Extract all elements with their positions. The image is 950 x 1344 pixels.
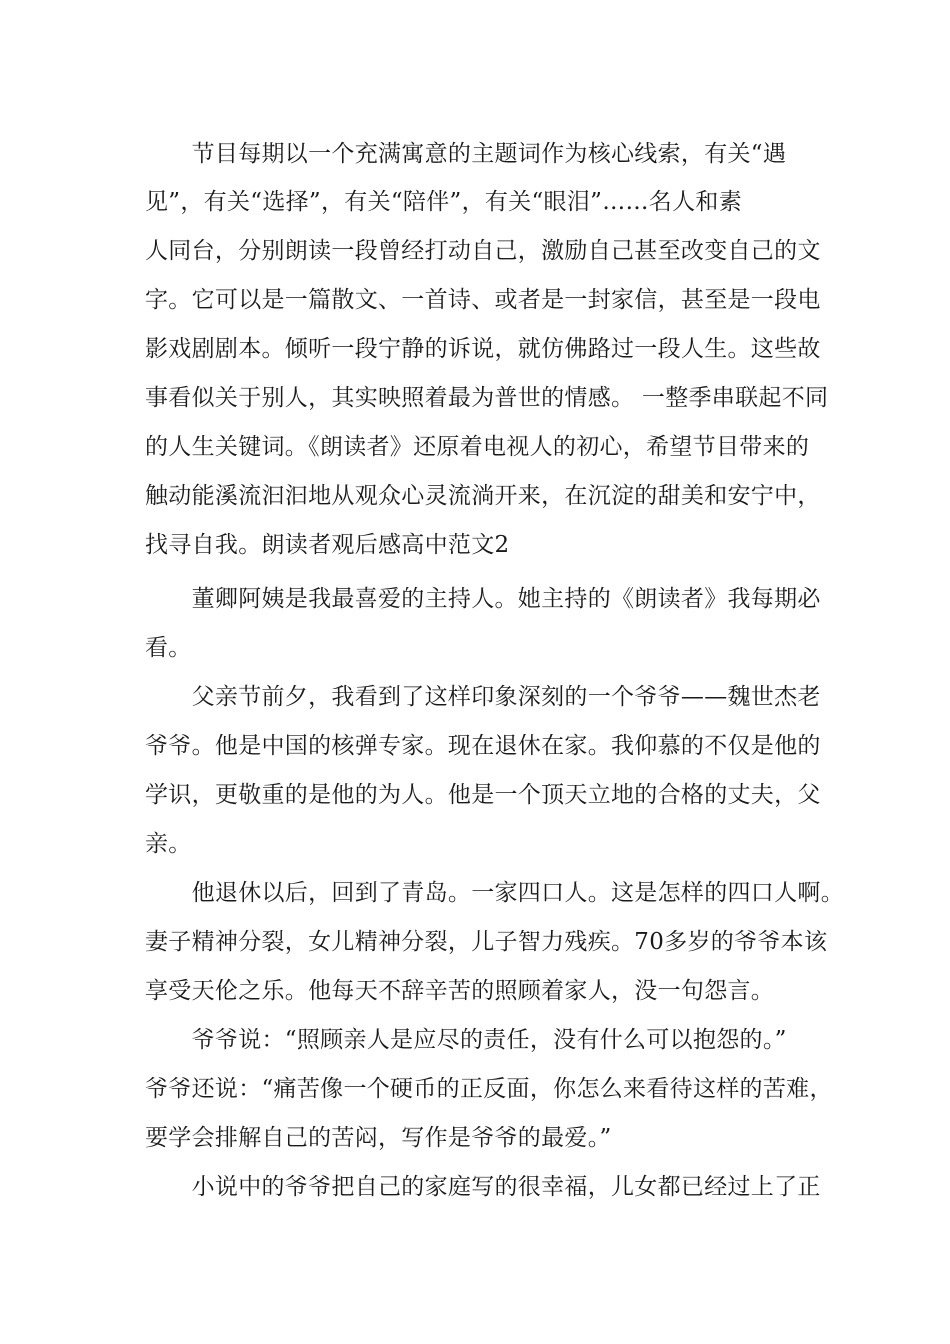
text-line: 要学会排解自己的苦闷，写作是爷爷的最爱。” [145,1125,612,1151]
text-line: 学识，更敬重的是他的为人。他是一个顶天立地的合格的丈夫，父 [145,782,821,808]
text-line: 董卿阿姨是我最喜爱的主持人。她主持的《朗读者》我每期必 [145,586,821,612]
text-line: 爷爷。他是中国的核弹专家。现在退休在家。我仰慕的不仅是他的 [145,733,821,759]
text-line: 事看似关于别人，其实映照着最为普世的情感。 一整季串联起不同 [145,385,829,411]
text-line: 妻子精神分裂，女儿精神分裂，儿子智力残疾。70多岁的爷爷本该 [145,929,828,955]
text-line: 看。 [145,635,192,661]
text-line: 父亲节前夕，我看到了这样印象深刻的一个爷爷——魏世杰老 [145,684,821,710]
text-line: 小说中的爷爷把自己的家庭写的很幸福，儿女都已经过上了正 [145,1174,821,1200]
text-line: 触动能溪流汩汩地从观众心灵流淌开来，在沉淀的甜美和安宁中， [145,483,821,509]
text-line: 他退休以后，回到了青岛。一家四口人。这是怎样的四口人啊。 [145,880,844,906]
text-line: 字。它可以是一篇散文、一首诗、或者是一封家信，甚至是一段电 [145,287,821,313]
text-line: 节目每期以一个充满寓意的主题词作为核心线索，有关“遇 [145,141,787,167]
text-line: 亲。 [145,831,192,857]
text-line: 影戏剧剧本。倾听一段宁静的诉说，就仿佛路过一段人生。这些故 [145,336,821,362]
text-line: 人同台，分别朗读一段曾经打动自己，激励自己甚至改变自己的文 [145,238,821,264]
text-line: 爷爷说：“照顾亲人是应尽的责任，没有什么可以抱怨的。” [145,1027,787,1053]
text-line: 见”，有关“选择”，有关“陪伴”，有关“眼泪”……名人和素 [145,189,743,215]
text-line: 的人生关键词。《朗读者》还原着电视人的初心，希望节目带来的 [145,434,810,460]
text-line: 爷爷还说：“痛苦像一个硬币的正反面，你怎么来看待这样的苦难， [145,1076,833,1102]
text-line: 享受天伦之乐。他每天不辞辛苦的照顾着家人，没一句怨言。 [145,978,775,1004]
text-line: 找寻自我。朗读者观后感高中范文2 [145,532,510,558]
